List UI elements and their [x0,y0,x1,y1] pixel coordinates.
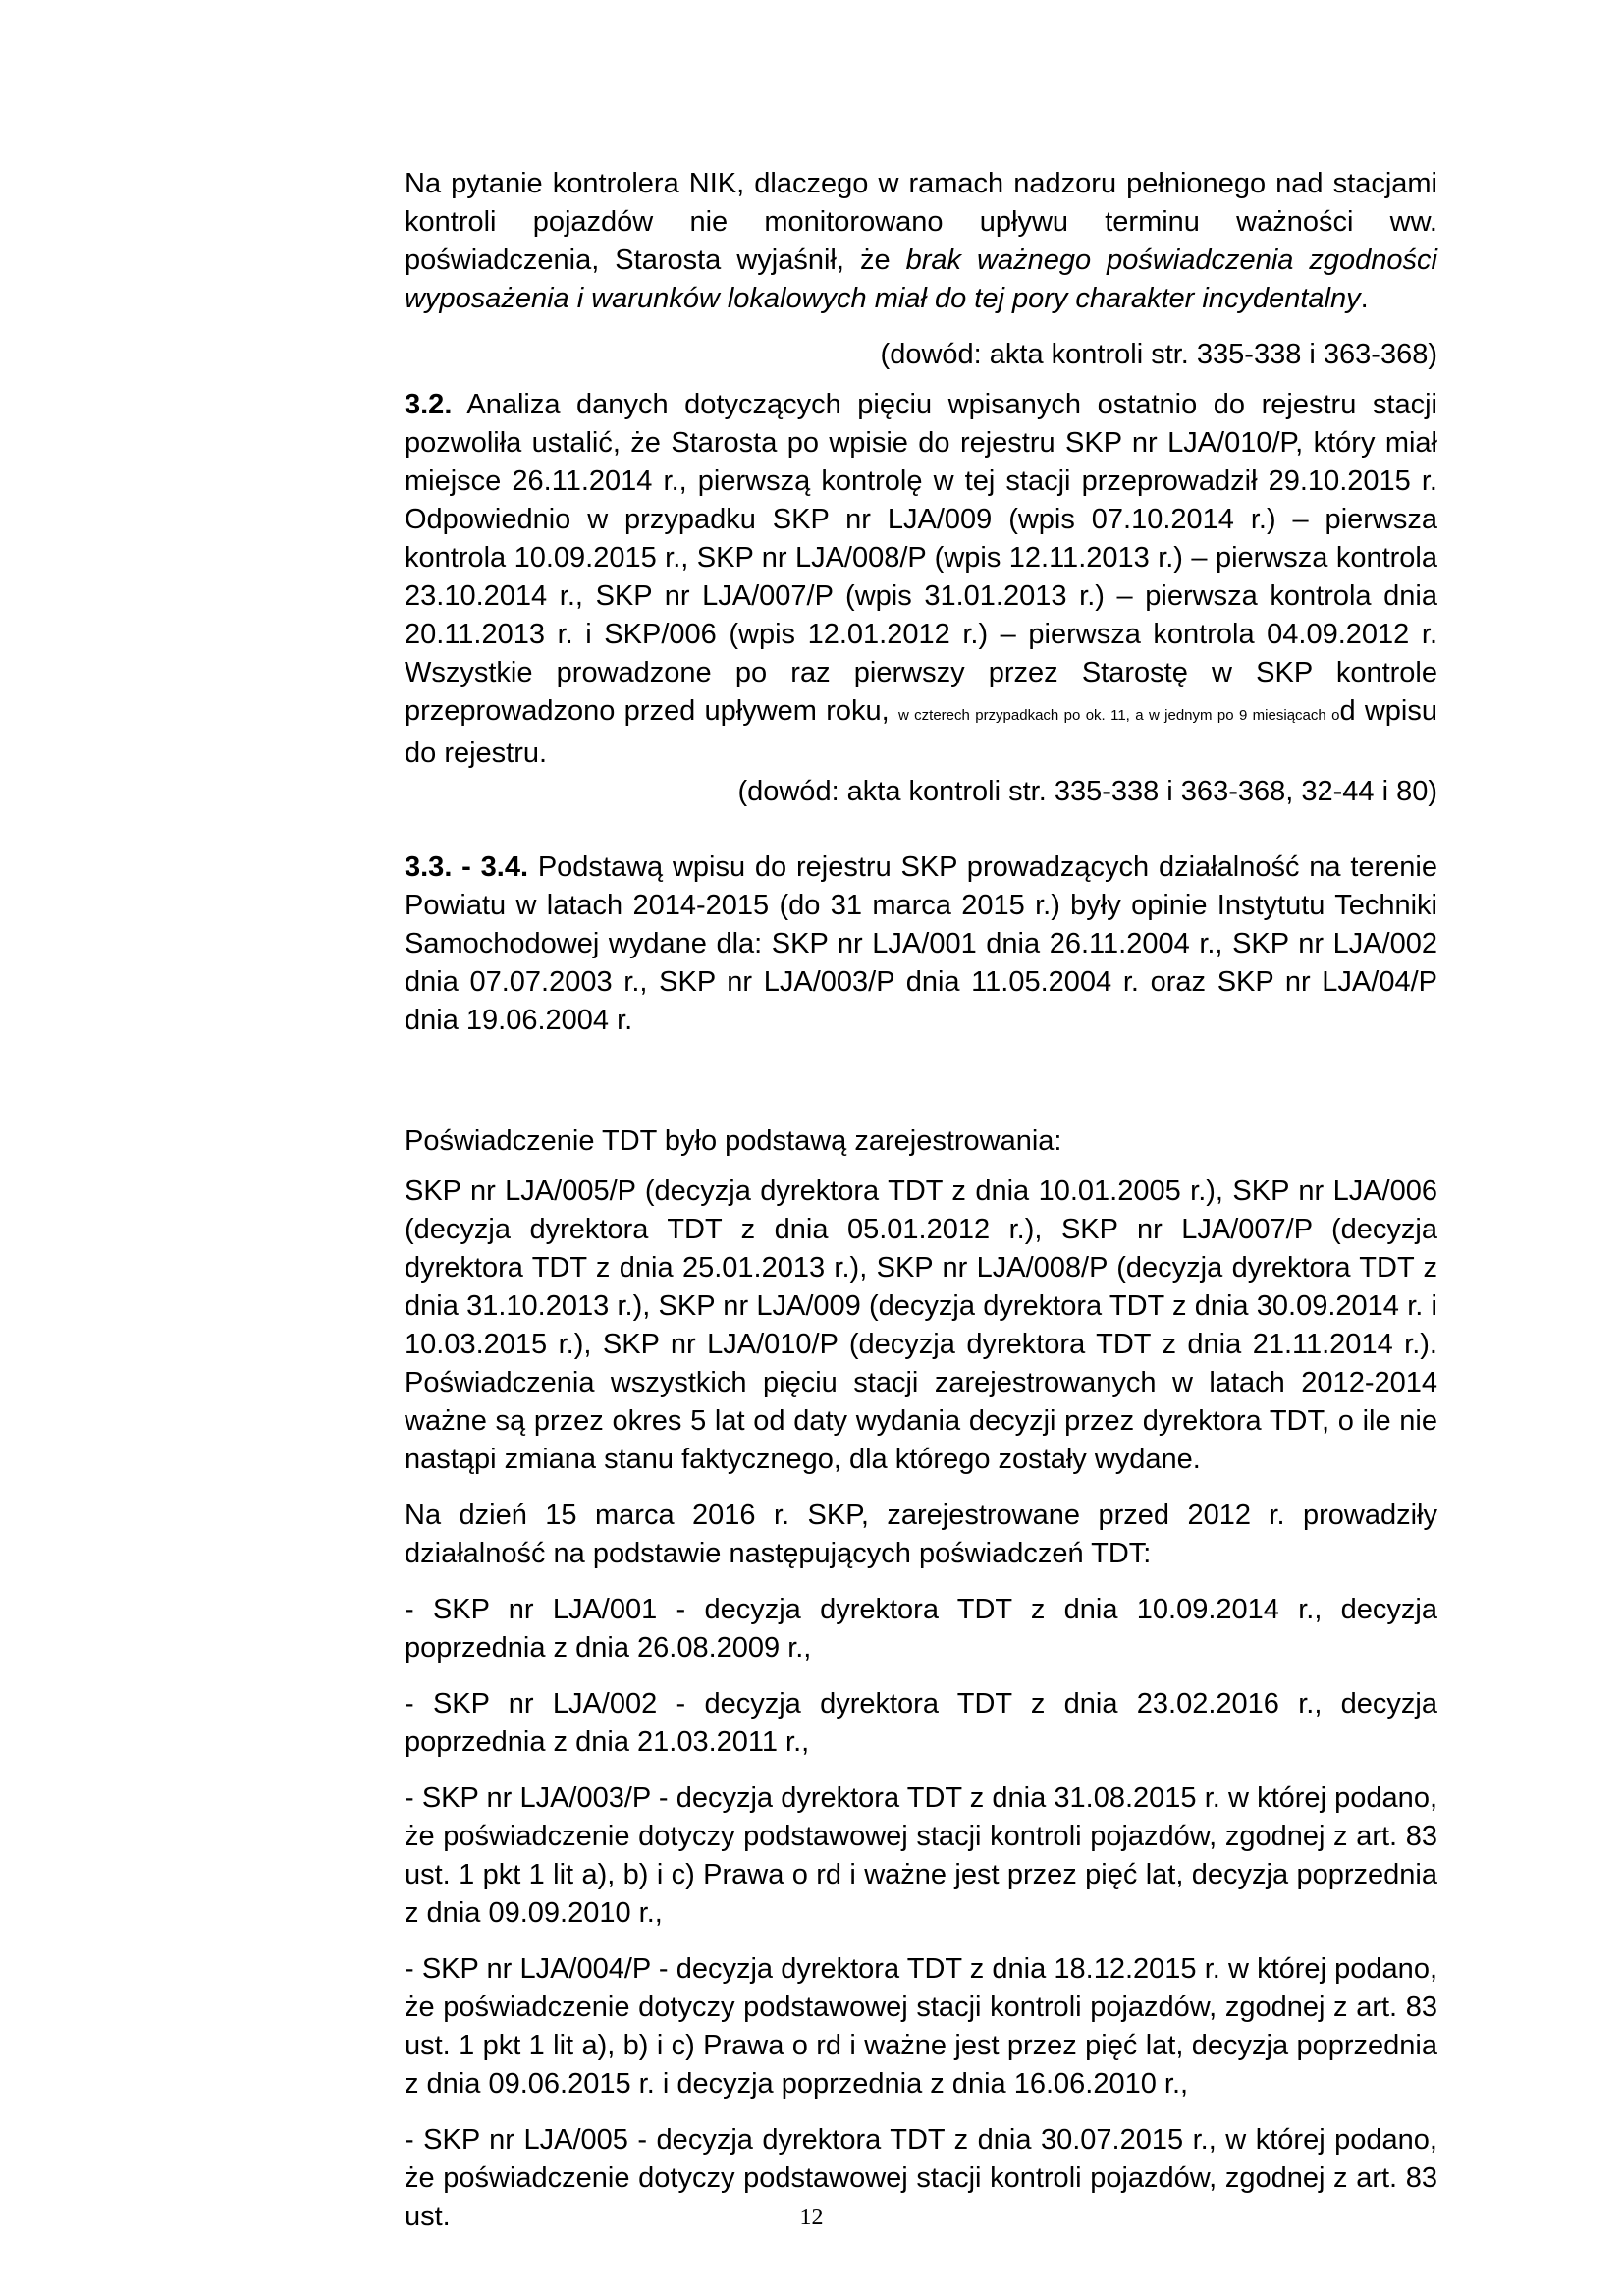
march-intro: Na dzień 15 marca 2016 r. SKP, zarejestrowane przed 2012 r. prowadziły działalność na podstawie następujących poświadczeń TDT: [405,1500,1437,1569]
tdt-intro: Poświadczenie TDT było podstawą zarejestrowania: [405,1125,1062,1157]
paragraph-starosta-explanation [405,165,1437,318]
italic-quote: brak ważnego poświadczenia zgodności wyposażenia i warunków lokalowych miał do tej pory charakter incydentalny [405,245,1437,314]
section-text: Podstawą wpisu do rejestru SKP prowadzących działalność na terenie Powiatu w latach 2014-2015 (do 31 marca 2015 r.) były opinie Instytutu Techniki Samochodowej wydane dla: SKP nr LJA/001 dnia 26.11.2004 r., SKP nr LJA/002 dnia 07.07.2003 r., SKP nr LJA/003/P dnia 11.05.2004 r. oraz SKP nr LJA/04/P dnia 19.06.2004 r. [405,851,1437,1036]
page-number: 12 [799,2205,824,2230]
small-text: w czterech przypadkach po ok. 11, a w jednym po 9 miesiącach o [897,707,1340,724]
tdt-list-paragraph: SKP nr LJA/005/P (decyzja dyrektora TDT z dnia 10.01.2005 r.), SKP nr LJA/006 (decyzja dyrektora TDT z dnia 05.01.2012 r.), SKP nr LJA/007/P (decyzja dyrektora TDT z dnia 25.01.2013 r.), SKP nr LJA/008/P (decyzja dyrektora TDT z dnia 31.10.2013 r.), SKP nr LJA/009 (decyzja dyrektora TDT z dnia 30.09.2014 r. i 10.03.2015 r.), SKP nr LJA/010/P (decyzja dyrektora TDT z dnia 21.11.2014 r.). Poświadczenia wszystkich pięciu stacji zarejestrowanych w latach 2012-2014 ważne są przez okres 5 lat od daty wydania decyzji przez dyrektora TDT, o ile nie nastąpi zmiana stanu faktycznego, dla którego zostały wydane. [405,1175,1437,1475]
section-number: 3.3. - 3.4. [405,851,529,883]
list-item: - SKP nr LJA/004/P - decyzja dyrektora TDT z dnia 18.12.2015 r. w której podano, że poświadczenie dotyczy podstawowej stacji kontroli pojazdów, zgodnej z art. 83 ust. 1 pkt 1 lit a), b) i c) Prawa o rd i ważne jest przez pięć lat, decyzja poprzednia z dnia 09.06.2015 r. i decyzja poprzednia z dnia 16.06.2010 r., [405,1953,1437,2100]
section-3-2 [405,386,1437,773]
paragraph-text: . [1360,283,1369,314]
list-item: - SKP nr LJA/002 - decyzja dyrektora TDT z dnia 23.02.2016 r., decyzja poprzednia z dnia 21.03.2011 r., [405,1688,1437,1758]
section-3-3-3-4 [405,848,1437,1040]
section-number: 3.2. [405,389,453,420]
list-item: - SKP nr LJA/001 - decyzja dyrektora TDT z dnia 10.09.2014 r., decyzja poprzednia z dnia 26.08.2009 r., [405,1594,1437,1664]
document-page [405,165,1437,2236]
section-text-end: d wpisu do rejestru. [405,695,1437,769]
section-text: Analiza danych dotyczących pięciu wpisanych ostatnio do rejestru stacji pozwoliła ustalić, że Starosta po wpisie do rejestru SKP nr LJA/010/P, który miał miejsce 26.11.2014 r., pierwszą kontrolę w tej stacji przeprowadził 29.10.2015 r. Odpowiednio w przypadku SKP nr LJA/009 (wpis 07.10.2014 r.) – pierwsza kontrola 10.09.2015 r., SKP nr LJA/008/P (wpis 12.11.2013 r.) – pierwsza kontrola 23.10.2014 r., SKP nr LJA/007/P (wpis 31.01.2013 r.) – pierwsza kontrola dnia 20.11.2013 r. i SKP/006 (wpis 12.01.2012 r.) – pierwsza kontrola 04.09.2012 r. Wszystkie prowadzone po raz pierwszy przez Starostę w SKP kontrole przeprowadzono przed upływem roku, [405,389,1437,727]
paragraph-text: Na pytanie kontrolera NIK, dlaczego w ramach nadzoru pełnionego nad stacjami kontroli pojazdów nie monitorowano upływu terminu ważności ww. poświadczenia, Starosta wyjaśnił, że [405,168,1437,276]
list-item: - SKP nr LJA/005 - decyzja dyrektora TDT z dnia 30.07.2015 r., w której podano, że poświadczenie dotyczy podstawowej stacji kontroli pojazdów, zgodnej z art. 83 ust. [405,2124,1437,2232]
evidence-reference: (dowód: akta kontroli str. 335-338 i 363-368) [880,339,1437,370]
evidence-reference: (dowód: akta kontroli str. 335-338 i 363-368, 32-44 i 80) [737,776,1437,807]
list-item: - SKP nr LJA/003/P - decyzja dyrektora TDT z dnia 31.08.2015 r. w której podano, że poświadczenie dotyczy podstawowej stacji kontroli pojazdów, zgodnej z art. 83 ust. 1 pkt 1 lit a), b) i c) Prawa o rd i ważne jest przez pięć lat, decyzja poprzednia z dnia 09.09.2010 r., [405,1782,1437,1929]
